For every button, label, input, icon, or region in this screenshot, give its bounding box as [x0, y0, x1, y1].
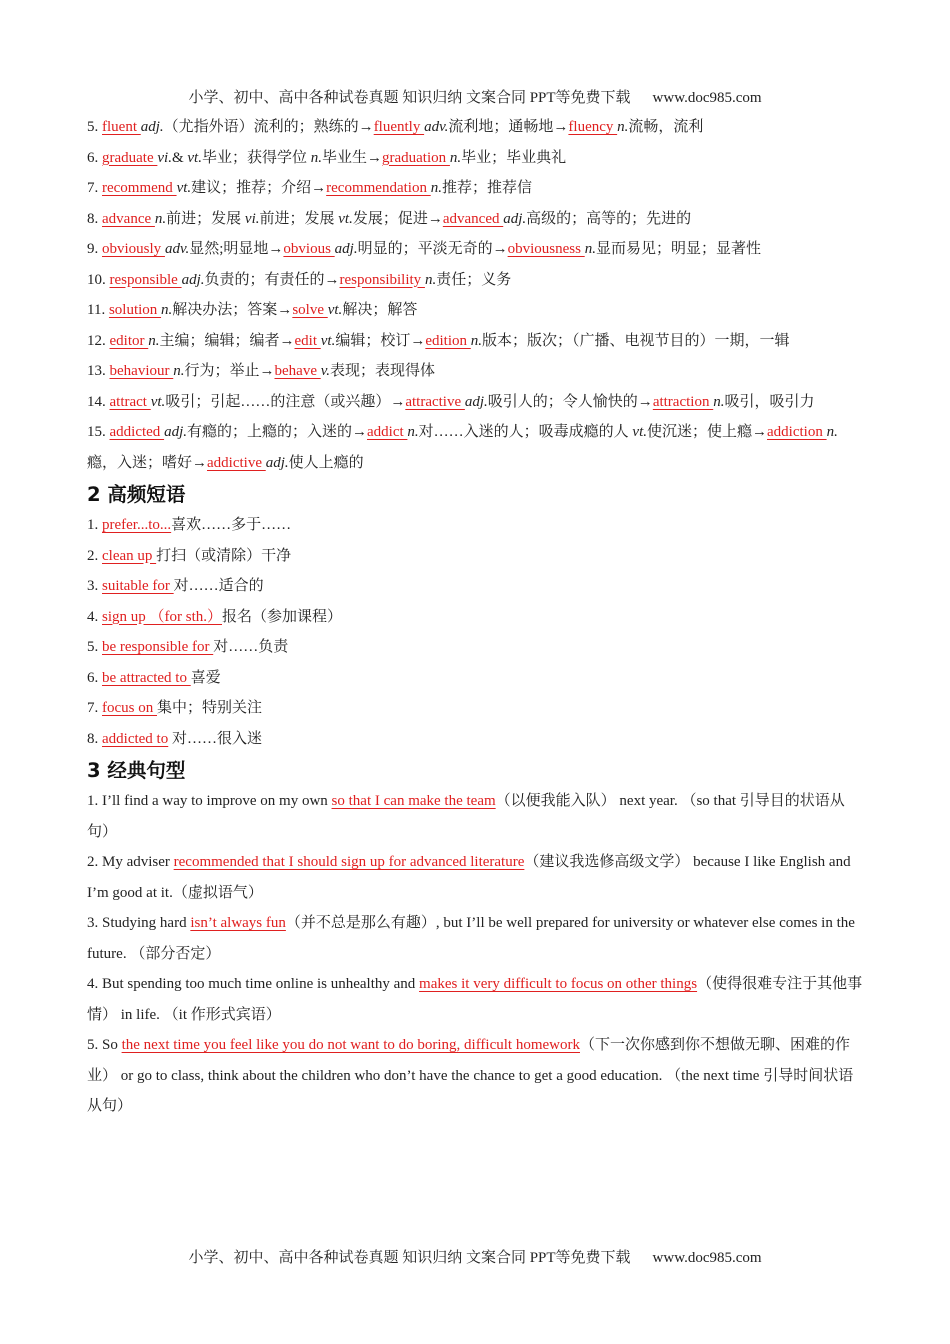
body-text: （尤指外语）流利的；熟练的→	[163, 119, 374, 135]
body-text: 责任；义务	[436, 271, 512, 288]
page-header	[0, 86, 950, 107]
body-text: 前进；发展	[166, 210, 245, 227]
body-text: &	[171, 149, 188, 166]
part-of-speech: adj.	[265, 454, 289, 471]
answer-text: addiction	[767, 424, 827, 440]
phrase-entry	[87, 632, 865, 663]
answer-text: edition	[425, 332, 471, 349]
body-text: 显然;明显地→	[189, 241, 284, 257]
part-of-speech: n.	[407, 424, 419, 440]
footer-site: www.doc985.com	[652, 1250, 762, 1266]
answer-text: recommend	[102, 180, 177, 196]
part-of-speech: vt.	[338, 210, 353, 227]
phrase-entry	[87, 724, 865, 755]
body-text: 吸引人的；令人愉快的→	[487, 393, 653, 410]
body-text: 使人上瘾的	[288, 454, 364, 471]
part-of-speech: n.	[584, 241, 596, 257]
part-of-speech: n.	[470, 332, 483, 349]
body-text: 1.	[87, 517, 102, 533]
part-of-speech: n.	[310, 149, 322, 166]
answer-text: advance	[102, 210, 155, 227]
answer-text: edit	[294, 332, 321, 349]
body-text: 对……负责	[213, 639, 289, 655]
word-entry	[87, 417, 865, 478]
body-text: 4.	[87, 608, 102, 625]
body-text: 11.	[87, 302, 109, 318]
body-text: 发展；促进→	[352, 210, 443, 227]
page-footer	[0, 1246, 950, 1267]
answer-text: solution	[108, 302, 162, 318]
body-text: 喜爱	[190, 669, 221, 686]
word-list	[87, 112, 865, 478]
answer-text: recommended that I should sign up for advanced literature	[173, 854, 525, 870]
part-of-speech: adj.	[464, 393, 488, 410]
part-of-speech: n.	[713, 393, 725, 410]
body-text: （使得很难专注于其他事情） in life. （it 作形式宾语）	[87, 976, 863, 1023]
body-text: 集中；特别关注	[157, 700, 263, 716]
part-of-speech: n.	[449, 149, 462, 166]
body-text: （建议我选修高级文学） because I like English and I’m good at it.（虚拟语气）	[87, 854, 851, 901]
phrase-entry	[87, 602, 865, 633]
part-of-speech: vt.	[327, 302, 343, 318]
answer-text: fluently	[373, 119, 425, 135]
body-text: 流畅，流利	[628, 119, 704, 135]
word-entry	[87, 387, 865, 418]
answer-text: suitable for	[102, 578, 174, 594]
body-text: 版本；版次；（广播、电视节目的）一期，一辑	[482, 332, 790, 349]
answer-text: sign up （for sth.）	[102, 608, 223, 625]
body-text: 主编；编辑；编者→	[159, 332, 295, 349]
body-text: 对……入迷的人；吸毒成瘾的人	[418, 424, 633, 440]
answer-text: be attracted to	[102, 669, 191, 686]
body-text: 负责的；有责任的→	[204, 271, 340, 288]
part-of-speech: v.	[320, 363, 331, 379]
part-of-speech: n.	[424, 271, 437, 288]
body-text: 前进；发展	[259, 210, 339, 227]
sentence-entry	[87, 786, 865, 847]
part-of-speech: n.	[173, 363, 185, 379]
answer-text: fluency	[568, 119, 618, 135]
answer-text: addictive	[207, 454, 266, 471]
footer-text: 小学、初中、高中各种试卷真题 知识归纳 文案合同 PPT等免费下载	[188, 1250, 631, 1266]
phrase-entry	[87, 571, 865, 602]
body-text: 毕业生→	[321, 149, 382, 166]
part-of-speech: n.	[430, 180, 442, 196]
body-text: 8.	[87, 210, 102, 227]
word-entry	[87, 356, 865, 387]
answer-text: isn’t always fun	[190, 915, 286, 931]
document-body	[87, 112, 865, 1122]
answer-text: addicted to	[102, 730, 169, 747]
word-entry	[87, 265, 865, 296]
part-of-speech: vi.	[244, 210, 260, 227]
answer-text: behave	[274, 363, 321, 379]
body-text: 6.	[87, 669, 102, 686]
body-text: 15.	[87, 424, 110, 440]
part-of-speech: vt.	[176, 180, 192, 196]
body-text: 12.	[87, 332, 110, 349]
sentence-entry	[87, 969, 865, 1030]
body-text: 9.	[87, 241, 102, 257]
body-text: 有瘾的；上瘾的；入迷的→	[186, 424, 367, 440]
answer-text: the next time you feel like you do not want to do boring, difficult homework	[121, 1037, 580, 1053]
part-of-speech: adj.	[503, 210, 527, 227]
answer-text: responsible	[109, 271, 182, 288]
part-of-speech: adj.	[140, 119, 164, 135]
word-entry	[87, 143, 865, 174]
body-text: 瘾，入迷；嗜好→	[87, 454, 208, 471]
part-of-speech: adj.	[334, 241, 358, 257]
body-text: 行为；举止→	[184, 363, 275, 379]
part-of-speech: n.	[826, 424, 838, 440]
answer-text: obviousness	[507, 241, 585, 257]
answer-text: addicted	[109, 424, 165, 440]
body-text: 5.	[87, 119, 102, 135]
body-text: 解决办法；答案→	[172, 302, 293, 318]
answer-text: recommendation	[326, 180, 431, 196]
answer-text: graduation	[382, 149, 450, 166]
word-entry	[87, 295, 865, 326]
body-text: （并不总是那么有趣）, but I’ll be well prepared for university or whatever else comes in the future. （部分否定）	[87, 915, 855, 962]
answer-text: makes it very difficult to focus on other things	[419, 976, 698, 992]
answer-text: graduate	[102, 149, 158, 166]
body-text: 表现；表现得体	[330, 363, 436, 379]
body-text: 推荐；推荐信	[441, 180, 532, 196]
word-entry	[87, 173, 865, 204]
body-text: 解决；解答	[342, 302, 418, 318]
part-of-speech: n.	[148, 332, 160, 349]
body-text: 报名（参加课程）	[222, 608, 343, 625]
word-entry	[87, 112, 865, 143]
answer-text: be responsible for	[102, 639, 214, 655]
body-text: 喜欢……多于……	[171, 517, 292, 533]
body-text: 显而易见；明显；显著性	[595, 241, 761, 257]
answer-text: clean up	[102, 547, 157, 564]
body-text: 7.	[87, 700, 102, 716]
sentence-list	[87, 786, 865, 1122]
sentence-entry	[87, 1030, 865, 1122]
body-text: 2.	[87, 547, 102, 564]
body-text: 6.	[87, 149, 102, 166]
body-text: 流利地；通畅地→	[448, 119, 569, 135]
part-of-speech: vt.	[187, 149, 202, 166]
part-of-speech: n.	[154, 210, 167, 227]
body-text: 10.	[87, 271, 110, 288]
answer-text: prefer...to...	[102, 517, 172, 533]
answer-text: obviously	[102, 241, 165, 257]
answer-text: attract	[109, 393, 151, 410]
part-of-speech: vi.	[157, 149, 172, 166]
body-text: 13.	[87, 363, 110, 379]
body-text: 2. My adviser	[87, 854, 174, 870]
body-text: 3. Studying hard	[87, 915, 191, 931]
answer-text: behaviour	[109, 363, 174, 379]
body-text: 编辑；校订→	[335, 332, 426, 349]
header-site: www.doc985.com	[652, 90, 762, 106]
answer-text: addict	[367, 424, 408, 440]
phrase-entry	[87, 693, 865, 724]
answer-text: solve	[292, 302, 328, 318]
part-of-speech: n.	[161, 302, 173, 318]
word-entry	[87, 234, 865, 265]
answer-text: focus on	[102, 700, 157, 716]
phrase-entry	[87, 541, 865, 572]
body-text: （以便我能入队） next year. （so that 引导目的状语从句）	[87, 793, 845, 840]
answer-text: fluent	[102, 119, 141, 135]
body-text: 建议；推荐；介绍→	[191, 180, 327, 196]
phrase-entry	[87, 510, 865, 541]
answer-text: responsibility	[339, 271, 425, 288]
answer-text: attractive	[405, 393, 465, 410]
answer-text: obvious	[283, 241, 335, 257]
section-2-title: 2 高频短语	[87, 483, 186, 506]
body-text: 14.	[87, 393, 110, 410]
body-text: 毕业；获得学位	[201, 149, 311, 166]
part-of-speech: vt.	[632, 424, 647, 440]
word-entry	[87, 326, 865, 357]
word-entry	[87, 204, 865, 235]
body-text: 高级的；高等的；先进的	[526, 210, 692, 227]
body-text: 5.	[87, 639, 102, 655]
header-text: 小学、初中、高中各种试卷真题 知识归纳 文案合同 PPT等免费下载	[188, 90, 631, 106]
part-of-speech: adj.	[164, 424, 187, 440]
answer-text: attraction	[652, 393, 714, 410]
body-text: 1. I’ll find a way to improve on my own	[87, 793, 332, 809]
phrase-entry	[87, 663, 865, 694]
sentence-entry	[87, 908, 865, 969]
body-text: 毕业；毕业典礼	[461, 149, 567, 166]
body-text: 4. But spending too much time online is unhealthy and	[87, 976, 420, 992]
body-text: 对……很入迷	[168, 730, 262, 747]
sentence-entry	[87, 847, 865, 908]
answer-text: so that I can make the team	[331, 793, 496, 809]
part-of-speech: adv.	[424, 119, 449, 135]
body-text: 5. So	[87, 1037, 122, 1053]
part-of-speech: vt.	[320, 332, 336, 349]
body-text: 对……适合的	[173, 578, 264, 594]
part-of-speech: adv.	[164, 241, 190, 257]
body-text: （下一次你感到你不想做无聊、困难的作业） or go to class, think about the children who don’t have the chance to get a good education. （the next time 引导时间状语从句）	[87, 1037, 854, 1114]
phrase-list	[87, 510, 865, 754]
body-text: 明显的；平淡无奇的→	[357, 241, 508, 257]
answer-text: advanced	[442, 210, 504, 227]
body-text: 使沉迷；使上瘾→	[647, 424, 768, 440]
body-text: 3.	[87, 578, 102, 594]
part-of-speech: n.	[617, 119, 629, 135]
part-of-speech: adj.	[181, 271, 205, 288]
body-text: 吸引，吸引力	[724, 393, 815, 410]
body-text: 8.	[87, 730, 102, 747]
body-text: 打扫（或清除）干净	[156, 547, 292, 564]
body-text: 7.	[87, 180, 102, 196]
body-text: 吸引；引起……的注意（或兴趣）→	[165, 393, 406, 410]
section-3-title: 3 经典句型	[87, 759, 186, 782]
answer-text: editor	[109, 332, 149, 349]
part-of-speech: vt.	[150, 393, 166, 410]
